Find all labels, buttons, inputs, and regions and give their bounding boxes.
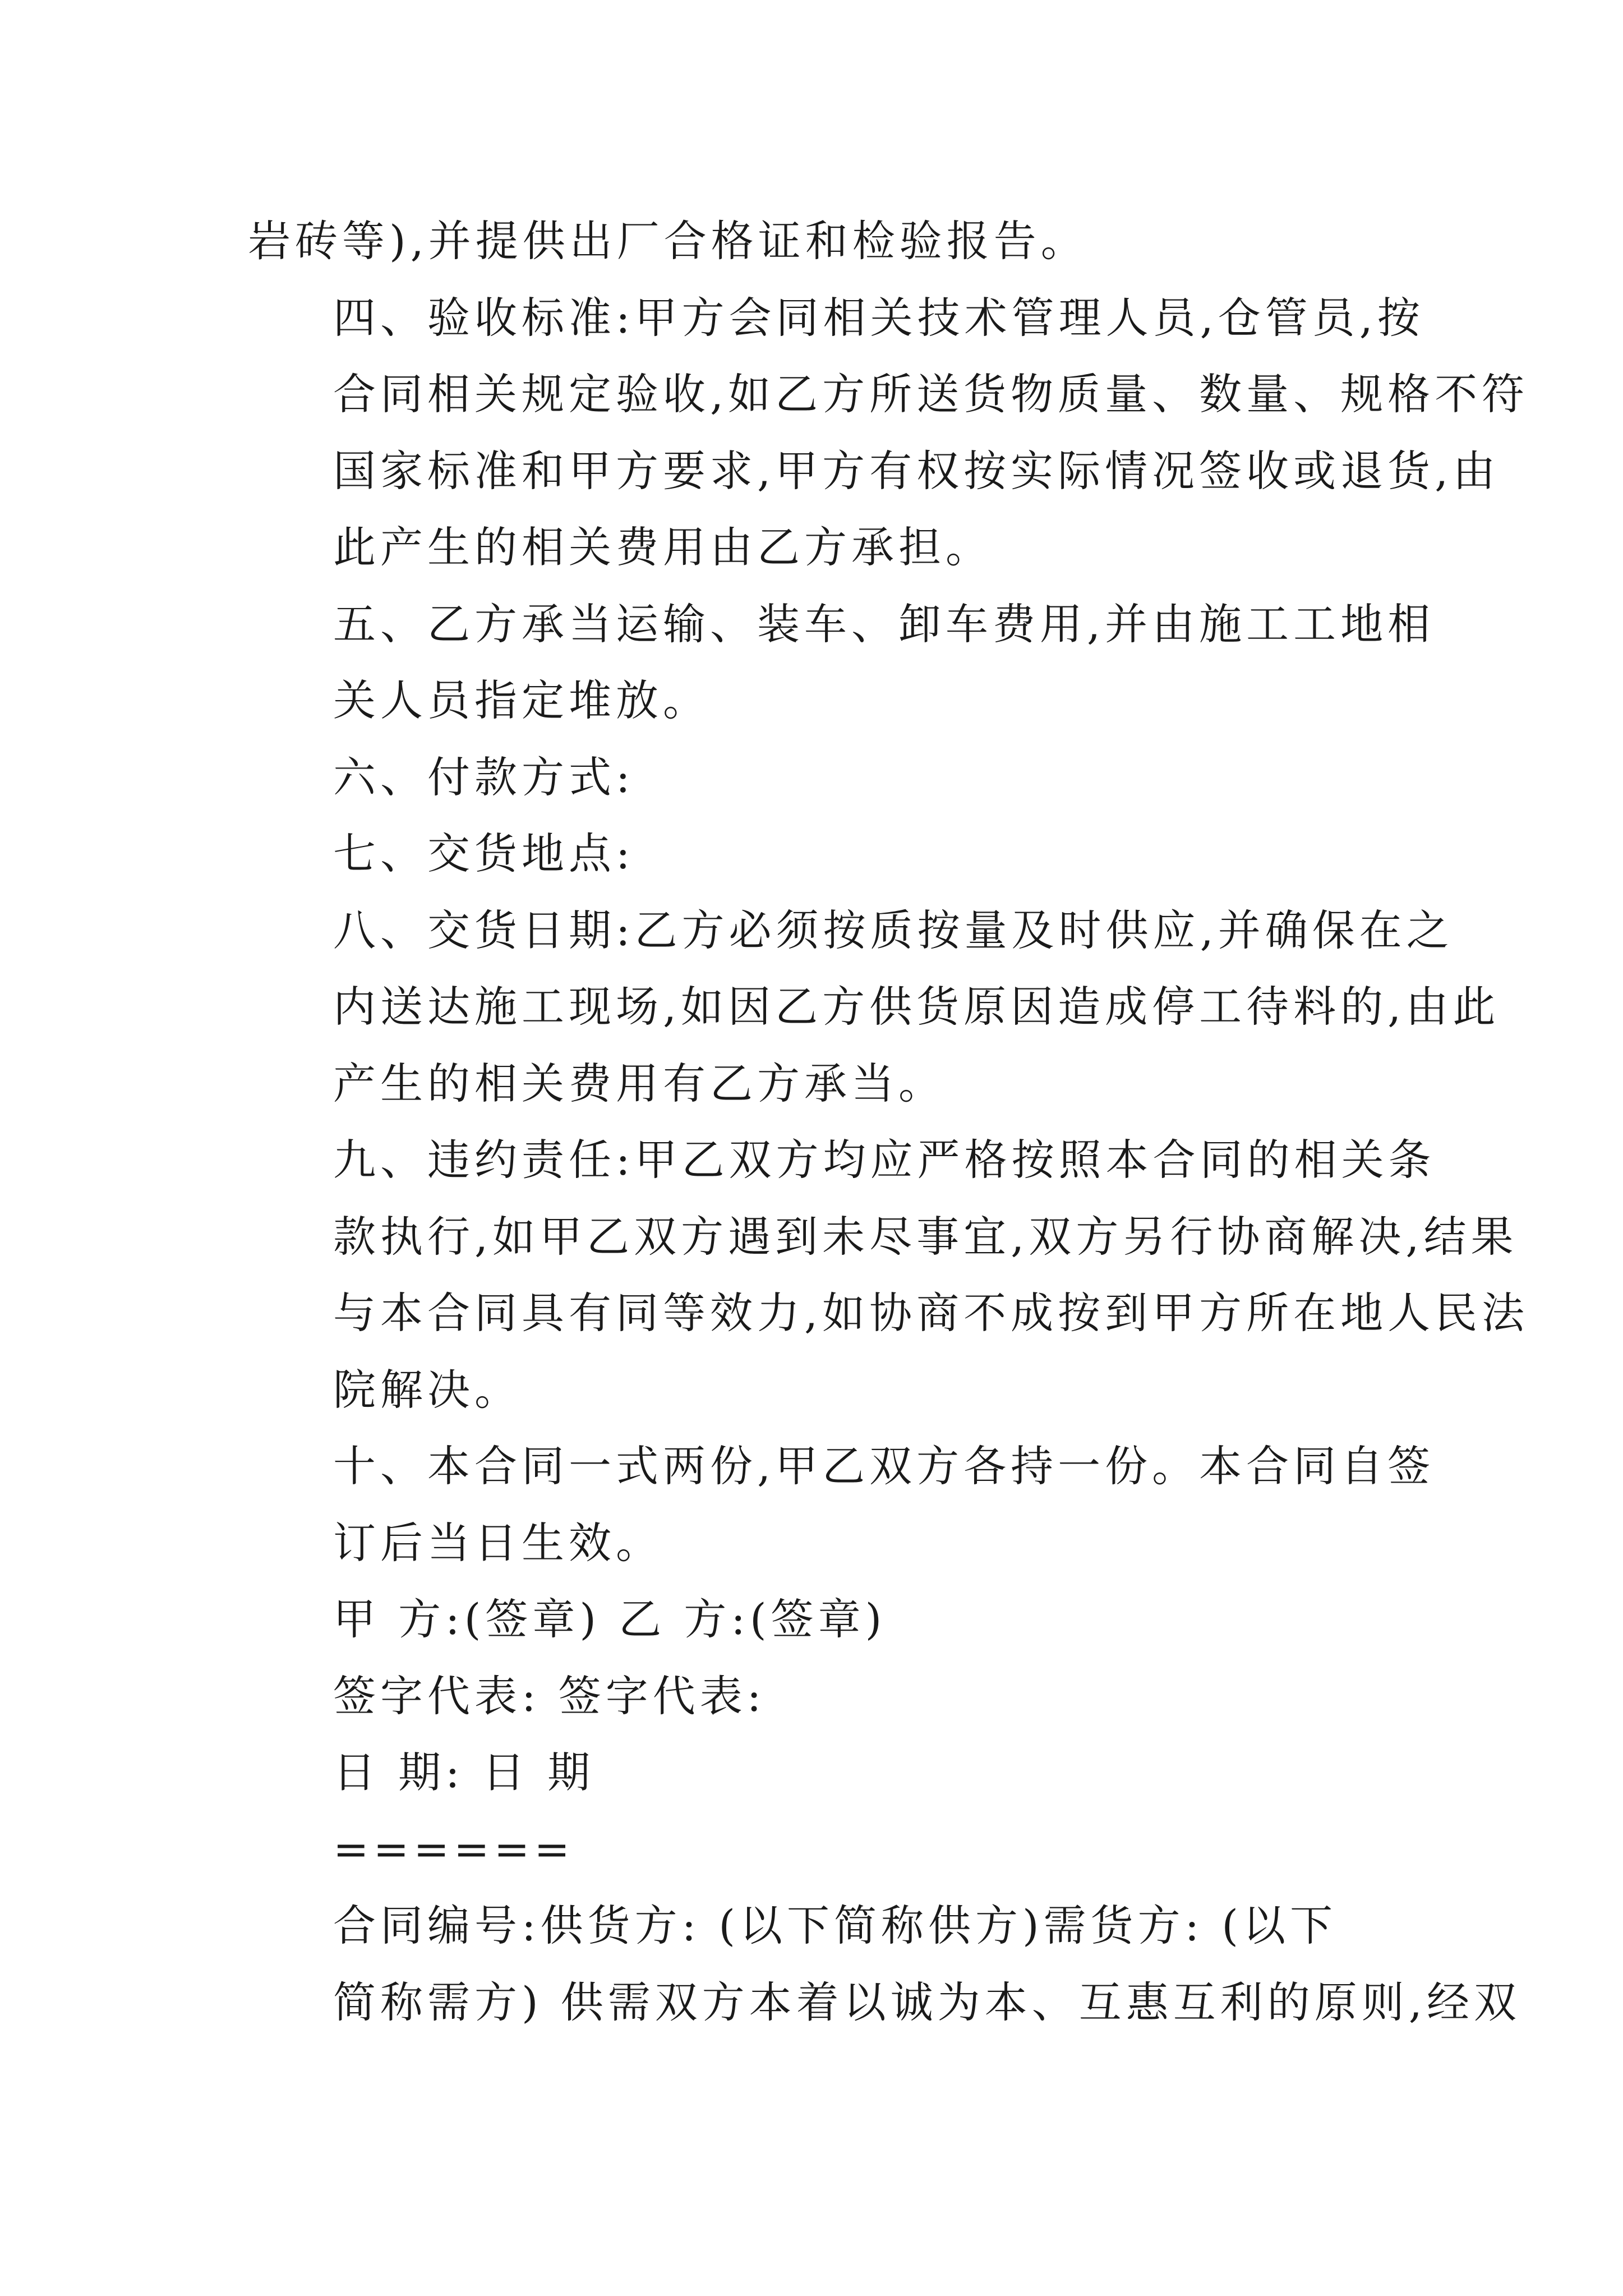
paragraph-p2	[248, 586, 1435, 739]
paragraph-p0	[248, 203, 1386, 280]
paragraph-p1	[248, 280, 1529, 586]
text-line: 关人员指定堆放。	[333, 675, 710, 725]
text-line: 六、付款方式:	[333, 752, 635, 802]
text-line: 简称需方) 供需双方本着以诚为本、互惠互利的原则,经双	[333, 1977, 1521, 2027]
text-line: 合同相关规定验收,如乙方所送货物质量、数量、规格不符	[333, 369, 1529, 419]
text-line: 四、验收标准:甲方会同相关技术管理人员,仓管员,按	[333, 292, 1424, 343]
text-line: 院解决。	[333, 1364, 522, 1415]
text-line: 甲 方:(签章) 乙 方:(签章)	[333, 1594, 887, 1644]
text-line: 国家标准和甲方要求,甲方有权按实际情况签收或退货,由	[333, 445, 1500, 496]
text-line: 五、乙方承当运输、装车、卸车费用,并由施工工地相	[333, 599, 1435, 649]
text-line: 合同编号:供货方: (以下简称供方)需货方: (以下	[333, 1901, 1338, 1950]
paragraph-p12	[248, 1888, 1521, 2041]
paragraph-p7	[248, 1428, 1435, 1581]
text-line: 岩砖等),并提供出厂合格证和检验报告。	[248, 216, 1088, 266]
text-line: 订后当日生效。	[333, 1517, 663, 1568]
paragraph-p3	[248, 739, 1386, 816]
text-line: 十、本合同一式两份,甲乙双方各持一份。本合同自签	[333, 1441, 1435, 1491]
paragraph-p11	[248, 1811, 1386, 1888]
text-line: 九、违约责任:甲乙双方均应严格按照本合同的相关条	[333, 1135, 1436, 1185]
text-line: 日 期: 日 期	[333, 1747, 595, 1797]
paragraph-p8	[248, 1581, 1386, 1658]
text-line: 与本合同具有同等效力,如协商不成按到甲方所在地人民法	[333, 1288, 1529, 1338]
paragraph-p10	[248, 1734, 1386, 1811]
text-line: 内送达施工现场,如因乙方供货原因造成停工待料的,由此	[333, 982, 1500, 1032]
text-line: 七、交货地点:	[333, 829, 635, 878]
text-line: 款执行,如甲乙双方遇到未尽事宜,双方另行协商解决,结果	[333, 1211, 1518, 1262]
document-body	[248, 203, 1529, 2041]
text-line: 签字代表: 签字代表:	[333, 1671, 766, 1721]
text-line: 此产生的相关费用由乙方承担。	[333, 522, 993, 572]
text-line: 八、交货日期:乙方必须按质按量及时供应,并确保在之	[333, 905, 1454, 955]
text-line: ======	[333, 1824, 575, 1874]
paragraph-p5	[248, 892, 1500, 1122]
paragraph-p9	[248, 1658, 1386, 1735]
paragraph-p4	[248, 816, 1386, 892]
paragraph-p6	[248, 1122, 1529, 1428]
text-line: 产生的相关费用有乙方承当。	[333, 1058, 946, 1108]
